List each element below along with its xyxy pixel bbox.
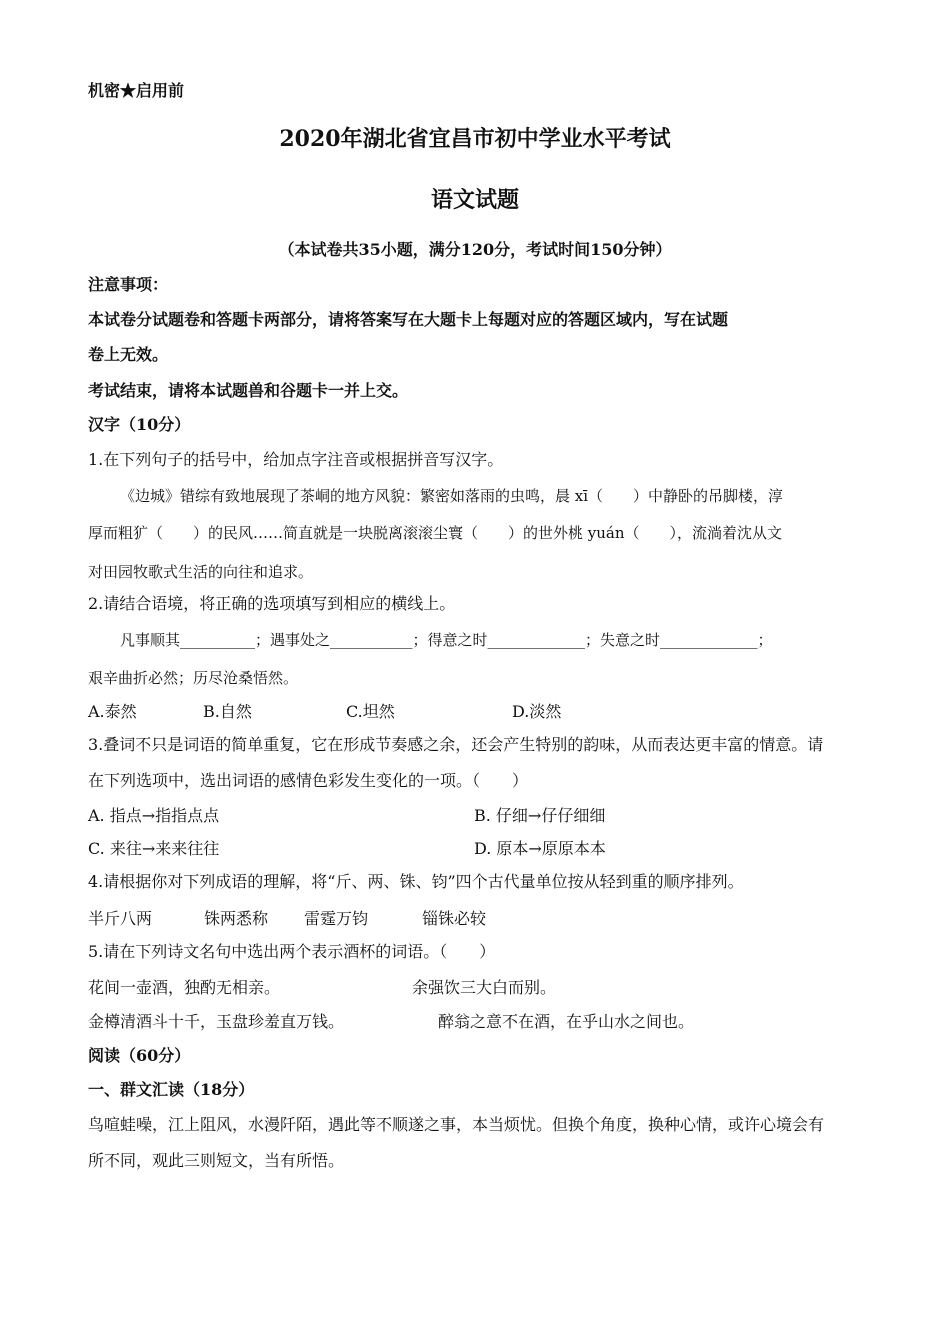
question-3-stem: 在下列选项中，选出词语的感情色彩发生变化的一项。（ ） <box>88 771 529 790</box>
question-2-option: B.自然 <box>203 702 252 721</box>
notice-heading: 注意事项： <box>88 275 169 294</box>
exam-title: 2020年湖北省宜昌市初中学业水平考试 <box>279 126 671 152</box>
question-2-text: 凡事顺其__________；遇事处之___________；得意之时_____________；失意之时_____________； <box>120 631 773 649</box>
question-3-option: D. 原本→原原本本 <box>474 839 606 858</box>
question-4-idiom: 半斤八两 <box>88 909 153 928</box>
question-1-text: 《边城》错综有致地展现了茶峒的地方风貌：繁密如落雨的虫鸣，晨 xī（ ）中静卧的吊脚楼，淳 <box>120 487 784 505</box>
secret-mark: 机密★启用前 <box>88 81 185 100</box>
section-heading-hanzi: 汉字（10分） <box>88 415 191 434</box>
section-heading-reading: 阅读（60分） <box>88 1046 191 1065</box>
question-5-line: 醉翁之意不在酒，在乎山水之间也。 <box>438 1012 695 1031</box>
question-2-text: 艰辛曲折必然；历尽沧桑悟然。 <box>88 669 299 687</box>
question-4-idiom: 锱铢必较 <box>422 909 487 928</box>
question-4-idiom: 雷霆万钧 <box>304 909 369 928</box>
question-4-idiom: 铢两悉称 <box>204 909 269 928</box>
question-5-stem: 5.请在下列诗文名句中选出两个表示酒杯的词语。（ ） <box>88 942 496 961</box>
question-2-stem: 2.请结合语境，将正确的选项填写到相应的横线上。 <box>88 594 456 613</box>
question-3-option: B. 仔细→仔仔细细 <box>474 806 606 825</box>
question-2-option: D.淡然 <box>512 702 562 721</box>
question-3-option: C. 来往→来来往往 <box>88 839 220 858</box>
question-3-option: A. 指点→指指点点 <box>88 806 220 825</box>
notice-line: 卷上无效。 <box>88 345 169 364</box>
reading-intro: 所不同，观此三则短文，当有所悟。 <box>88 1151 345 1170</box>
question-2-option: A.泰然 <box>88 702 137 721</box>
notice-line: 本试卷分试题卷和答题卡两部分，请将答案写在大题卡上每题对应的答题区域内，写在试题 <box>88 310 729 329</box>
question-5-line: 花间一壶酒，独酌无相亲。 <box>88 978 281 997</box>
question-1-text: 对田园牧歌式生活的向往和追求。 <box>88 563 314 581</box>
question-1-stem: 1.在下列句子的括号中，给加点字注音或根据拼音写汉字。 <box>88 450 504 469</box>
exam-subtitle: 语文试题 <box>430 187 519 213</box>
question-4-stem: 4.请根据你对下列成语的理解，将“斤、两、铢、钧”四个古代量单位按从轻到重的顺序排列。 <box>88 872 744 891</box>
section-subheading: 一、群文汇读（18分） <box>88 1080 255 1099</box>
question-5-line: 金樽清酒斗十千，玉盘珍羞直万钱。 <box>88 1012 345 1031</box>
reading-intro: 鸟喧蛙噪，江上阻风，水漫阡陌，遇此等不顺遂之事，本当烦忧。但换个角度，换种心情，或许心境会有 <box>88 1115 825 1134</box>
notice-line: 考试结束，请将本试题兽和谷题卡一并上交。 <box>88 381 409 400</box>
exam-info: （本试卷共35小题，满分120分，考试时间150分钟） <box>278 240 672 259</box>
question-2-option: C.坦然 <box>346 702 395 721</box>
question-1-text: 厚而粗犷（ ）的民风……简直就是一块脱离滚滚尘寰（ ）的世外桃 yuán（ ），流淌着沈从文 <box>88 524 783 542</box>
question-3-stem: 3.叠词不只是词语的简单重复，它在形成节奏感之余，还会产生特别的韵味，从而表达更丰富的情意。请 <box>88 735 824 754</box>
question-5-line: 余强饮三大白而别。 <box>412 978 557 997</box>
